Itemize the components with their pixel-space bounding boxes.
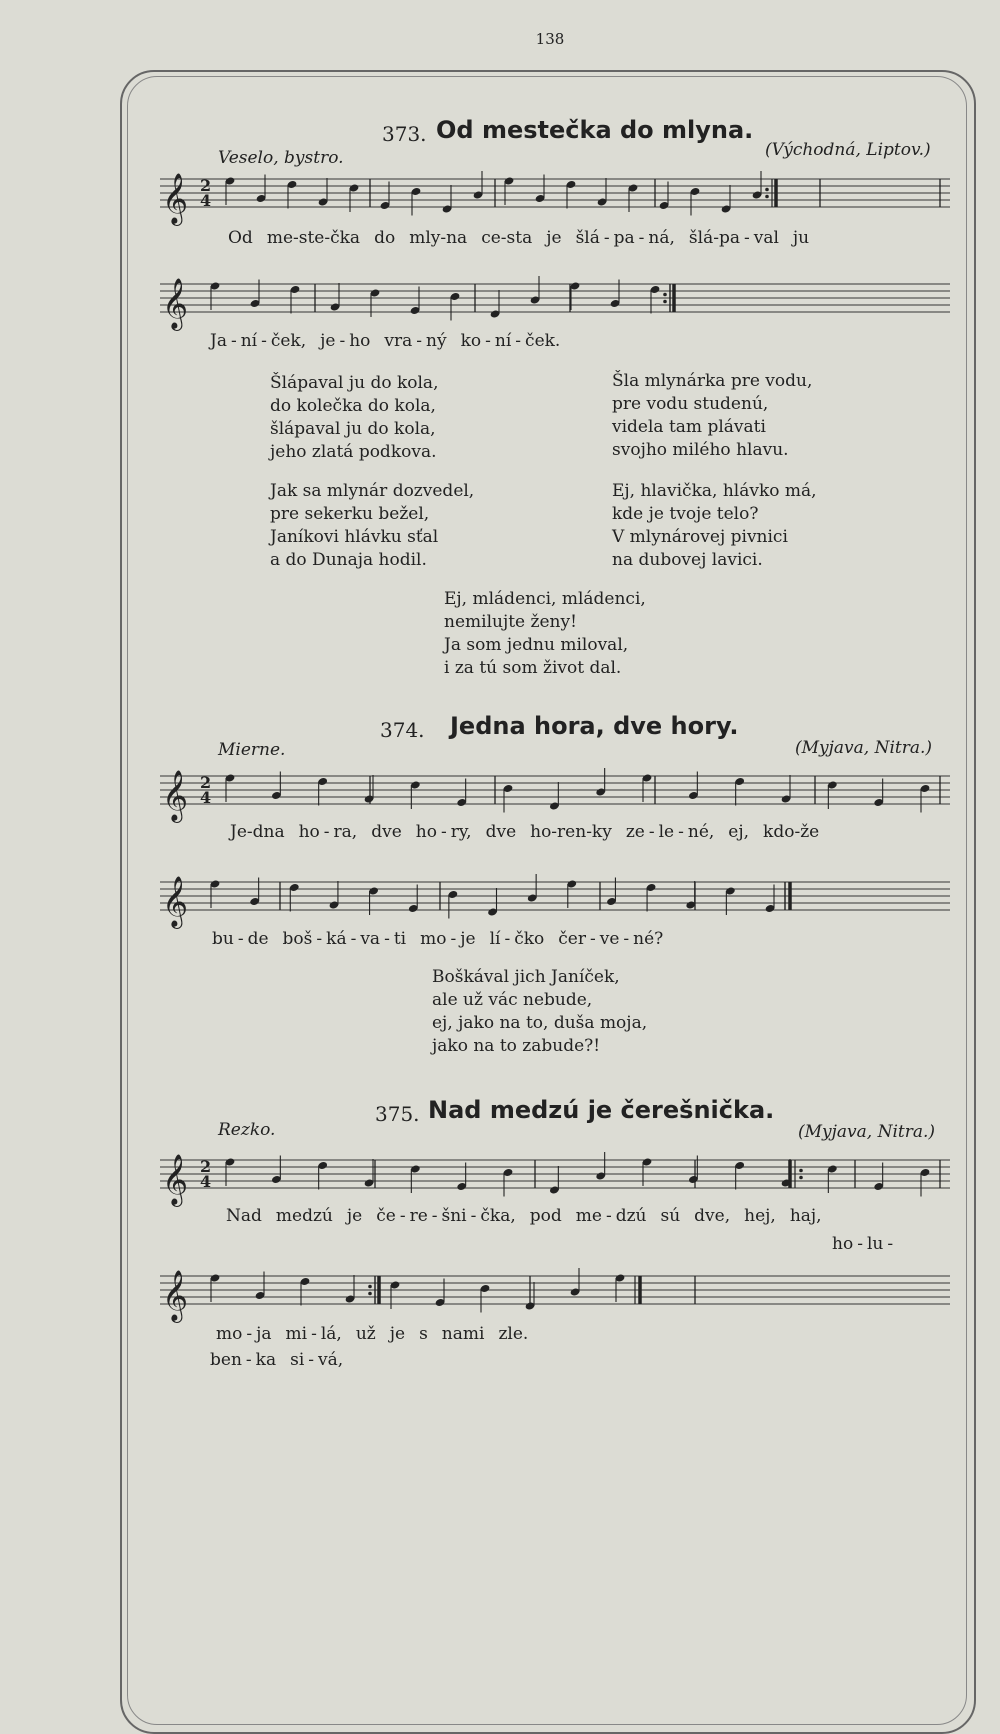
lyric-syllable: - [431, 1206, 438, 1226]
treble-clef-icon: 𝄞 [162, 278, 189, 329]
lyric-syllable: dve [371, 822, 402, 842]
stanza-line: na dubovej lavici. [612, 550, 763, 570]
region-label: (Myjava, Nitra.) [795, 738, 933, 758]
lyric-syllable: Je-dna [230, 822, 285, 842]
lyric-syllable: - [743, 228, 750, 248]
lyric-syllable: ry, [450, 822, 472, 842]
treble-clef-icon: 𝄞 [162, 876, 189, 927]
lyric-syllable: pod [529, 1206, 562, 1226]
time-signature: 2 [200, 773, 212, 792]
region-label: (Myjava, Nitra.) [798, 1122, 936, 1142]
lyric-syllable: čer [558, 929, 586, 949]
stanza-line: a do Dunaja hodil. [270, 550, 427, 570]
lyric-syllable: ben [210, 1350, 242, 1370]
stanza-line: do kolečka do kola, [270, 396, 436, 416]
lyric-syllable: zle. [498, 1324, 529, 1344]
lyric-syllable: ce-sta [481, 228, 533, 248]
music-staff [160, 1146, 950, 1206]
lyric-syllable: šni [441, 1206, 467, 1226]
treble-clef-icon: 𝄞 [162, 1154, 189, 1205]
lyric-syllable: - [440, 822, 447, 842]
repeat-dot [765, 195, 769, 199]
stanza-line: videla tam plávati [612, 417, 766, 437]
lyric-syllable: - [638, 228, 645, 248]
stanza [270, 480, 474, 572]
lyrics-line [228, 228, 823, 248]
stanza-line: nemilujte ženy! [444, 612, 577, 632]
stanza-line: Janíkovi hlávku sťal [270, 527, 439, 547]
lyric-syllable: - [504, 929, 511, 949]
repeat-dot [368, 1285, 372, 1289]
lyric-syllable: medzú [275, 1206, 333, 1226]
tempo-marking: Rezko. [218, 1120, 276, 1140]
stanza-line: ale už vác nebude, [432, 990, 593, 1010]
lyric-syllable: nami [441, 1324, 485, 1344]
lyric-syllable: do [374, 228, 396, 248]
stanza-line: V mlynárovej pivnici [612, 527, 788, 547]
tempo-marking: Veselo, bystro. [218, 148, 344, 168]
music-staff [160, 270, 950, 330]
lyric-syllable: če [376, 1206, 396, 1226]
lyric-syllable: - [515, 331, 522, 351]
lyric-syllable: Od [228, 228, 253, 248]
lyric-syllable: s [419, 1324, 428, 1344]
music-staff [160, 1262, 950, 1322]
lyric-syllable: hej, [744, 1206, 776, 1226]
lyrics-line [832, 1234, 897, 1254]
lyric-syllable: ní [240, 331, 258, 351]
lyric-syllable: ný [426, 331, 447, 351]
stanza-line: Ja som jednu miloval, [444, 635, 629, 655]
song-number: 374. [380, 718, 425, 742]
lyrics-line [230, 822, 833, 842]
repeat-dot [799, 1176, 803, 1180]
lyric-syllable: ho [349, 331, 371, 351]
lyrics-line [216, 1324, 542, 1344]
lyric-syllable: le [658, 822, 675, 842]
lyric-syllable: - [648, 822, 655, 842]
time-signature: 4 [200, 788, 212, 807]
lyric-syllable: dve [485, 822, 517, 842]
time-signature: 2 [200, 1157, 212, 1176]
lyric-syllable: dzú [615, 1206, 647, 1226]
lyric-syllable: je [346, 1206, 363, 1226]
lyric-syllable: lí [489, 929, 501, 949]
lyric-syllable: ká [326, 929, 347, 949]
stanza-line: Ej, mládenci, mládenci, [444, 589, 646, 609]
lyric-syllable: - [237, 929, 244, 949]
repeat-dot [663, 300, 667, 304]
music-staff [160, 868, 950, 928]
lyric-syllable: - [350, 929, 357, 949]
stanza [612, 480, 817, 572]
song-title: Nad medzú je čerešnička. [428, 1096, 775, 1124]
lyric-syllable: - [887, 1234, 894, 1254]
lyric-syllable: je [389, 1324, 406, 1344]
treble-clef-icon: 𝄞 [162, 1270, 189, 1321]
lyric-syllable: ho [832, 1234, 854, 1254]
repeat-dot [799, 1169, 803, 1173]
lyrics-line [210, 1350, 357, 1370]
lyric-syllable: ná, [648, 228, 675, 248]
lyric-syllable: val [753, 228, 779, 248]
stanza-line: Šla mlynárka pre vodu, [612, 371, 813, 391]
lyric-syllable: ra, [333, 822, 358, 842]
stanza-line: šlápaval ju do kola, [270, 419, 436, 439]
lyric-syllable: šlá-pa [688, 228, 740, 248]
music-staff [160, 762, 950, 822]
lyric-syllable: me-ste-čka [266, 228, 361, 248]
time-signature: 4 [200, 1172, 212, 1191]
stanza-line: jeho zlatá podkova. [270, 442, 437, 462]
treble-clef-icon: 𝄞 [162, 770, 189, 821]
lyric-syllable: - [399, 1206, 406, 1226]
lyric-syllable: - [230, 331, 237, 351]
time-signature: 2 [200, 176, 212, 195]
time-signature: 4 [200, 191, 212, 210]
repeat-dot [663, 293, 667, 297]
lyric-syllable: - [470, 1206, 477, 1226]
lyric-syllable: - [857, 1234, 863, 1254]
lyric-syllable: - [605, 1206, 612, 1226]
region-label: (Východná, Liptov.) [765, 140, 931, 160]
repeat-dot [765, 188, 769, 192]
stanza-line: kde je tvoje telo? [612, 504, 759, 524]
lyric-syllable: né? [633, 929, 664, 949]
lyric-syllable: ko [460, 331, 482, 351]
lyric-syllable: lá, [320, 1324, 342, 1344]
stanza-line: Šlápaval ju do kola, [270, 373, 439, 393]
lyric-syllable: mo [420, 929, 447, 949]
stanza [612, 370, 812, 462]
lyric-syllable: - [339, 331, 346, 351]
lyric-syllable: dve, [694, 1206, 731, 1226]
lyric-syllable: me [575, 1206, 602, 1226]
stanza-line: svojho milého hlavu. [612, 440, 789, 460]
lyric-syllable: re [409, 1206, 428, 1226]
lyrics-line [210, 331, 574, 351]
lyric-syllable: - [416, 331, 423, 351]
lyric-syllable: čka, [480, 1206, 516, 1226]
lyric-syllable: - [316, 929, 323, 949]
lyric-syllable: pa [613, 228, 635, 248]
lyric-syllable: mi [285, 1324, 308, 1344]
lyric-syllable: sú [660, 1206, 681, 1226]
tempo-marking: Mierne. [218, 740, 286, 760]
lyric-syllable: - [308, 1350, 315, 1370]
lyric-syllable: de [247, 929, 269, 949]
lyrics-line [212, 929, 677, 949]
lyric-syllable: - [261, 331, 267, 351]
lyric-syllable: - [311, 1324, 317, 1344]
lyric-syllable: ček. [525, 331, 561, 351]
lyric-syllable: boš [282, 929, 313, 949]
stanza-line: ej, jako na to, duša moja, [432, 1013, 648, 1033]
song-title: Od mestečka do mlyna. [436, 116, 754, 144]
lyric-syllable: šlá [575, 228, 600, 248]
music-staff [160, 165, 950, 225]
lyric-syllable: ka [255, 1350, 277, 1370]
lyric-syllable: lu [866, 1234, 884, 1254]
lyric-syllable: - [485, 331, 491, 351]
lyric-syllable: - [450, 929, 457, 949]
page-number: 138 [535, 30, 565, 48]
stanza-line: Boškával jich Janíček, [432, 967, 620, 987]
lyric-syllable: čko [514, 929, 545, 949]
song-title: Jedna hora, dve hory. [450, 712, 739, 740]
lyric-syllable: Nad [226, 1206, 262, 1226]
lyric-syllable: mo [216, 1324, 243, 1344]
lyric-syllable: mly-na [409, 228, 468, 248]
lyric-syllable: né, [687, 822, 715, 842]
lyric-syllable: ja [256, 1324, 272, 1344]
lyric-syllable: Ja [210, 331, 227, 351]
lyric-syllable: ho [298, 822, 320, 842]
song-number: 375. [375, 1102, 420, 1126]
treble-clef-icon: 𝄞 [162, 173, 189, 224]
lyric-syllable: kdo-že [763, 822, 820, 842]
lyric-syllable: - [246, 1324, 253, 1344]
lyric-syllable: - [323, 822, 330, 842]
lyric-syllable: ej, [728, 822, 750, 842]
lyric-syllable: - [589, 929, 596, 949]
stanza-line: jako na to zabude?! [432, 1036, 601, 1056]
stanza [444, 588, 646, 680]
lyric-syllable: ho-ren-ky [530, 822, 612, 842]
lyric-syllable: bu [212, 929, 234, 949]
lyric-syllable: ve [599, 929, 620, 949]
lyric-syllable: si [290, 1350, 305, 1370]
lyric-syllable: - [245, 1350, 252, 1370]
lyric-syllable: - [678, 822, 684, 842]
lyric-syllable: haj, [789, 1206, 822, 1226]
stanza [270, 372, 438, 464]
lyric-syllable: ní [494, 331, 512, 351]
lyric-syllable: je [460, 929, 476, 949]
stanza-line: pre vodu studenú, [612, 394, 769, 414]
lyrics-line [226, 1206, 836, 1226]
lyric-syllable: - [603, 228, 610, 248]
lyric-syllable: - [384, 929, 390, 949]
stanza-line: pre sekerku bežel, [270, 504, 430, 524]
lyric-syllable: ze [625, 822, 645, 842]
lyric-syllable: je [546, 228, 562, 248]
lyric-syllable: ti [393, 929, 407, 949]
song-number: 373. [382, 122, 427, 146]
lyric-syllable: ho [415, 822, 437, 842]
lyric-syllable: vra [384, 331, 413, 351]
lyric-syllable: je [320, 331, 336, 351]
lyric-syllable: ju [792, 228, 810, 248]
stanza-line: Jak sa mlynár dozvedel, [270, 481, 475, 501]
stanza-line: i za tú som život dal. [444, 658, 622, 678]
lyric-syllable: - [623, 929, 630, 949]
stanza-line: Ej, hlavička, hlávko má, [612, 481, 817, 501]
lyric-syllable: vá, [318, 1350, 344, 1370]
lyric-syllable: va [360, 929, 381, 949]
lyric-syllable: ček, [270, 331, 307, 351]
repeat-dot [368, 1292, 372, 1296]
lyric-syllable: už [355, 1324, 376, 1344]
stanza [432, 966, 647, 1058]
